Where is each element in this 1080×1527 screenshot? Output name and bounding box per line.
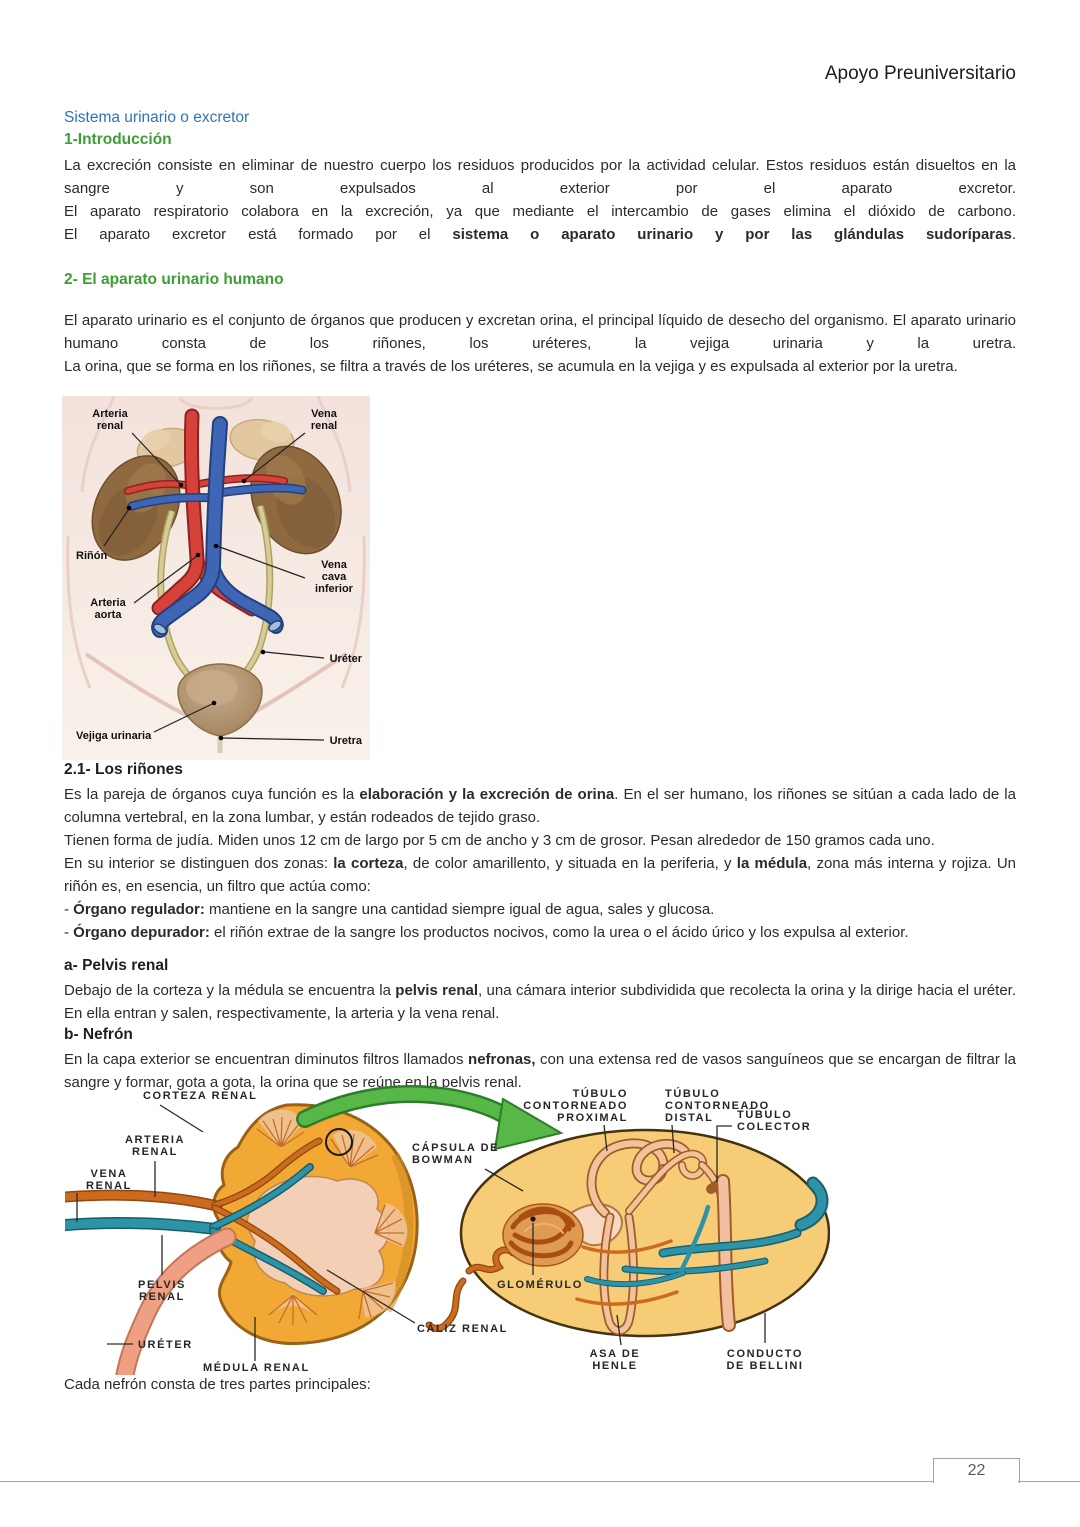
closing-line: Cada nefrón consta de tres partes principales: bbox=[64, 1376, 371, 1393]
label-uretra: Uretra bbox=[329, 735, 362, 747]
heading-introduccion: 1-Introducción bbox=[64, 131, 172, 148]
paragraph-introduccion bbox=[64, 154, 1016, 246]
page-header-title: Apoyo Preuniversitario bbox=[824, 63, 1016, 84]
label-arteria-aorta: Arteria bbox=[90, 597, 126, 609]
text-line: El aparato respiratorio colabora en la excreción, ya que mediante el intercambio de gases elimina el dióxido de carbono. bbox=[64, 203, 1016, 220]
text-line: Debajo de la corteza y la médula se encuentra la pelvis renal, una cámara interior subdividida que recolecta la orina y la dirige hacia el uréter. bbox=[64, 982, 1016, 999]
glomerulo-dot bbox=[530, 1216, 535, 1221]
label-glomerulo: GLOMÉRULO bbox=[497, 1279, 583, 1291]
svg-text:HENLE: HENLE bbox=[592, 1360, 638, 1372]
svg-text:RENAL: RENAL bbox=[86, 1180, 132, 1192]
paragraph-pelvis-renal bbox=[64, 979, 1016, 1025]
heading-pelvis-renal: a- Pelvis renal bbox=[64, 957, 169, 974]
urinary-system-diagram bbox=[62, 396, 370, 760]
heading-aparato-urinario: 2- El aparato urinario humano bbox=[64, 271, 284, 288]
text-line: El aparato excretor está formado por el sistema o aparato urinario y por las glándulas sudoríparas. bbox=[64, 226, 1016, 243]
text-line: - Órgano regulador: mantiene en la sangre una cantidad siempre igual de agua, sales y glucosa. bbox=[64, 901, 715, 918]
label-tubulo-colector: TÚBULO bbox=[737, 1109, 793, 1121]
svg-text:inferior: inferior bbox=[315, 583, 353, 595]
text-line: sangre y son expulsados al exterior por el aparato excretor. bbox=[64, 180, 1016, 197]
text-line: La orina, que se forma en los riñones, se filtra a través de los uréteres, se acumula en la vejiga y es expulsada al exterior por la uretra. bbox=[64, 358, 958, 375]
svg-text:renal: renal bbox=[96, 420, 124, 432]
svg-text:renal: renal bbox=[310, 420, 338, 432]
label-ureter-2: URÉTER bbox=[138, 1339, 193, 1351]
label-corteza-renal: CORTEZA RENAL bbox=[143, 1090, 258, 1102]
text-line: En su interior se distinguen dos zonas: la corteza, de color amarillento, y situada en la periferia, y la médula, zona más interna y rojiza. Un bbox=[64, 855, 1016, 872]
label-vena-renal: Vena bbox=[311, 408, 337, 420]
svg-text:COLECTOR: COLECTOR bbox=[737, 1121, 812, 1133]
text-line: En ella entran y salen, respectivamente, la arteria y la vena renal. bbox=[64, 1005, 500, 1022]
svg-text:BOWMAN: BOWMAN bbox=[412, 1154, 474, 1166]
glomerulus-coil bbox=[503, 1204, 583, 1266]
label-vena-renal-2: VENA bbox=[90, 1168, 128, 1180]
paragraph-los-rinones bbox=[64, 783, 1016, 944]
text-line: humano consta de los riñones, los uréteres, la vejiga urinaria y la uretra. bbox=[64, 335, 1016, 352]
text-line: En la capa exterior se encuentran diminutos filtros llamados nefronas, con una extensa red de vasos sanguíneos que se encargan de filtrar la bbox=[64, 1051, 1016, 1068]
label-asa-henle: ASA DE bbox=[589, 1348, 641, 1360]
kidney-cross-section bbox=[65, 1105, 417, 1375]
page-number-tab bbox=[933, 1458, 1020, 1483]
text-line: Es la pareja de órganos cuya función es la elaboración y la excreción de orina. En el ser humano, los riñones se sitúan a cada lado de la bbox=[64, 786, 1016, 803]
text-line: - Órgano depurador: el riñón extrae de la sangre los productos nocivos, como la urea o el ácido úrico y los expulsa al exterior. bbox=[64, 924, 909, 941]
heading-los-rinones: 2.1- Los riñones bbox=[64, 761, 183, 778]
doc-subtitle: Sistema urinario o excretor bbox=[64, 109, 250, 126]
kidney-nephron-diagram bbox=[65, 1085, 830, 1375]
text-line: columna vertebral, en la zona lumbar, y están rodeados de tejido graso. bbox=[64, 809, 541, 826]
svg-text:aorta: aorta bbox=[94, 609, 122, 621]
kidney-nephron-illustration bbox=[65, 1085, 830, 1375]
label-vejiga-urinaria: Vejiga urinaria bbox=[76, 730, 152, 742]
svg-text:RENAL: RENAL bbox=[132, 1146, 178, 1158]
text-line: Tienen forma de judía. Miden unos 12 cm de largo por 5 cm de ancho y 3 cm de grosor. Pesan alrededor de 150 gramos cada uno. bbox=[64, 832, 935, 849]
footer-rule-left bbox=[0, 1481, 933, 1482]
label-ureter: Uréter bbox=[329, 653, 362, 665]
label-conducto-bellini: CONDUCTO bbox=[726, 1348, 804, 1360]
svg-text:CONTORNEADO: CONTORNEADO bbox=[665, 1100, 770, 1112]
label-rinon: Riñón bbox=[76, 550, 108, 562]
paragraph-aparato-urinario bbox=[64, 309, 1016, 378]
text-line: riñón es, en esencia, un filtro que actúa como: bbox=[64, 878, 371, 895]
svg-text:CONTORNEADO: CONTORNEADO bbox=[523, 1100, 628, 1112]
label-vena-cava-inferior: Vena bbox=[321, 559, 347, 571]
svg-text:PROXIMAL: PROXIMAL bbox=[557, 1112, 628, 1124]
urinary-system-illustration bbox=[62, 396, 370, 760]
footer-rule-right bbox=[1018, 1481, 1080, 1482]
label-arteria-renal-2: ARTERIA bbox=[124, 1134, 186, 1146]
svg-text:DE BELLINI: DE BELLINI bbox=[726, 1360, 804, 1372]
label-arteria-renal: Arteria bbox=[92, 408, 128, 420]
svg-text:cava: cava bbox=[321, 571, 347, 583]
label-medula-renal: MÉDULA RENAL bbox=[203, 1362, 310, 1374]
heading-nefron: b- Nefrón bbox=[64, 1026, 133, 1043]
label-tubulo-proximal: TÚBULO bbox=[572, 1088, 628, 1100]
text-line: La excreción consiste en eliminar de nuestro cuerpo los residuos producidos por la actividad celular. Estos residuos están disueltos en la bbox=[64, 157, 1016, 174]
ureter-tube bbox=[125, 1237, 227, 1375]
label-pelvis-renal: PELVIS bbox=[138, 1279, 186, 1291]
svg-text:DISTAL: DISTAL bbox=[665, 1112, 714, 1124]
page-number: 22 bbox=[967, 1462, 986, 1479]
label-caliz-renal: CÁLIZ RENAL bbox=[417, 1323, 508, 1335]
label-capsula-bowman: CÁPSULA DE bbox=[412, 1142, 500, 1154]
text-line: sangre y formar, gota a gota, la orina que se reúne en la pelvis renal. bbox=[64, 1074, 522, 1091]
label-tubulo-distal: TÚBULO bbox=[665, 1088, 721, 1100]
svg-text:RENAL: RENAL bbox=[139, 1291, 185, 1303]
text-line: El aparato urinario es el conjunto de órganos que producen y excretan orina, el principal líquido de desecho del organismo. El aparato urinario bbox=[64, 312, 1016, 329]
